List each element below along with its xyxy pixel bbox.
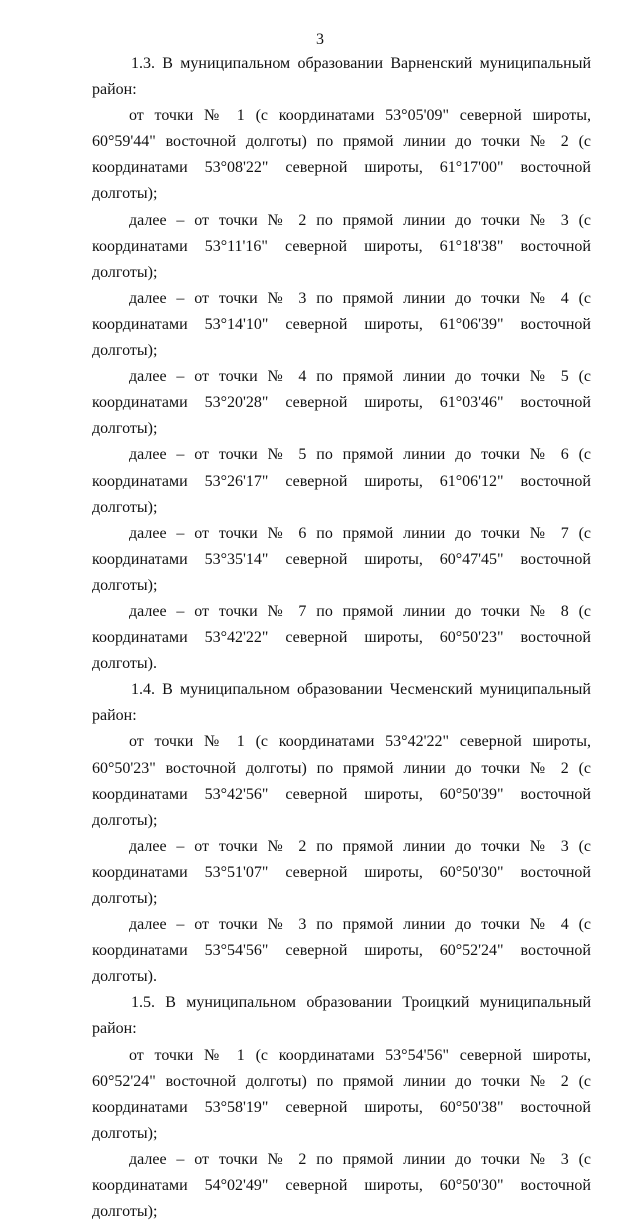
boundary-point-paragraph: от точки № 1 (с координатами 53°42'22" северной широты, 60°50'23" восточной долготы) по прямой линии до точки № 2 (с координатами 53°42'56" северной широты, 60°50'39" восточной долготы); xyxy=(92,733,591,829)
page-number: 3 xyxy=(316,31,324,48)
boundary-point-paragraph: далее – от точки № 2 по прямой линии до точки № 3 (с координатами 54°02'49" северной широты, 60°50'30" восточной долготы); xyxy=(92,1150,591,1221)
boundary-point-paragraph: далее – от точки № 3 по прямой линии до точки № 4 (с координатами 53°54'56" северной широты, 60°52'24" восточной долготы). xyxy=(92,916,591,986)
section-heading-chesmensky: 1.4. В муниципальном образовании Чесменский муниципальный район: xyxy=(92,681,591,725)
section-heading-troitsky: 1.5. В муниципальном образовании Троицкий муниципальный район: xyxy=(92,994,591,1038)
boundary-point-paragraph: далее – от точки № 5 по прямой линии до точки № 6 (с координатами 53°26'17" северной широты, 61°06'12" восточной долготы); xyxy=(92,446,591,516)
boundary-point-paragraph: далее – от точки № 4 по прямой линии до точки № 5 (с координатами 53°20'28" северной широты, 61°03'46" восточной долготы); xyxy=(92,368,591,438)
boundary-point-paragraph: от точки № 1 (с координатами 53°05'09" северной широты, 60°59'44" восточной долготы) по прямой линии до точки № 2 (с координатами 53°08'22" северной широты, 61°17'00" восточной долготы); xyxy=(92,107,591,203)
boundary-point-paragraph: от точки № 1 (с координатами 53°54'56" северной широты, 60°52'24" восточной долготы) по прямой линии до точки № 2 (с координатами 53°58'19" северной широты, 60°50'38" восточной долготы); xyxy=(92,1046,591,1142)
boundary-point-paragraph: далее – от точки № 7 по прямой линии до точки № 8 (с координатами 53°42'22" северной широты, 60°50'23" восточной долготы). xyxy=(92,602,591,673)
boundary-point-paragraph: далее – от точки № 2 по прямой линии до точки № 3 (с координатами 53°51'07" северной широты, 60°50'30" восточной долготы); xyxy=(92,837,591,907)
boundary-point-paragraph: далее – от точки № 3 по прямой линии до точки № 4 (с координатами 53°14'10" северной широты, 61°06'39" восточной долготы); xyxy=(92,289,591,360)
boundary-point-paragraph: далее – от точки № 6 по прямой линии до точки № 7 (с координатами 53°35'14" северной широты, 60°47'45" восточной долготы); xyxy=(92,524,591,594)
boundary-point-paragraph: далее – от точки № 2 по прямой линии до точки № 3 (с координатами 53°11'16" северной широты, 61°18'38" восточной долготы); xyxy=(92,211,591,281)
document-body xyxy=(92,51,591,1225)
section-heading-varnensky: 1.3. В муниципальном образовании Варненский муниципальный район: xyxy=(92,55,591,99)
